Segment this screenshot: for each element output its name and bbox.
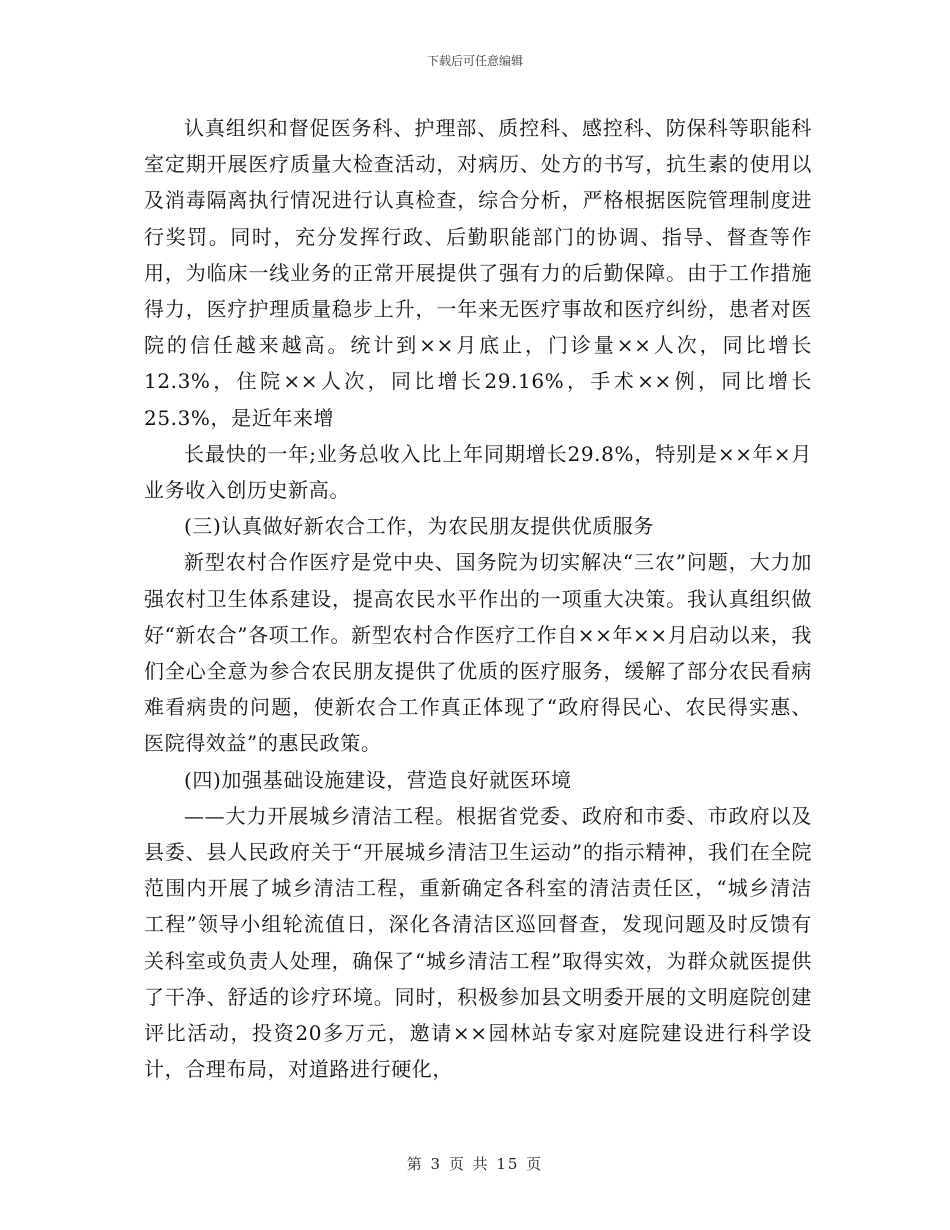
paragraph-quality-inspection: 认真组织和督促医务科、护理部、质控科、感控科、防保科等职能科室定期开展医疗质量大检查活动，对病历、处方的书写，抗生素的使用以及消毒隔离执行情况进行认真检查，综合分析，严格根据医院管理制度进行奖罚。同时，充分发挥行政、后勤职能部门的协调、指导、督查等作用，为临床一线业务的正常开展提供了强有力的后勤保障。由于工作措施得力，医疗护理质量稳步上升，一年来无医疗事故和医疗纠纷，患者对医院的信任越来越高。统计到××月底止，门诊量××人次，同比增长12.3%，住院××人次，同比增长29.16%，手术××例，同比增长25.3%，是近年来增 <box>144 116 812 430</box>
page-header: 下载后可任意编辑 <box>426 54 523 68</box>
paragraph-cleaning-project: ——大力开展城乡清洁工程。根据省党委、政府和市委、市政府以及县委、县人民政府关于“开展城乡清洁卫生运动”的指示精神，我们在全院范围内开展了城乡清洁工程，重新确定各科室的清洁责任区，“城乡清洁工程”领导小组轮流值日，深化各清洁区巡回督查，发现问题及时反馈有关科室或负责人处理，确保了“城乡清洁工程”取得实效，为群众就医提供了干净、舒适的诊疗环境。同时，积极参加县文明委开展的文明庭院创建评比活动，投资20多万元，邀请××园林站专家对庭院建设进行科学设计，合理布局，对道路进行硬化， <box>144 803 812 1082</box>
page-footer: 第 3 页 共 15 页 <box>406 1155 544 1173</box>
paragraph-revenue-growth: 长最快的一年;业务总收入比上年同期增长29.8%，特别是××年×月业务收入创历史新高。 <box>144 441 812 503</box>
document-body <box>144 110 812 1087</box>
section-heading-infrastructure: (四)加强基础设施建设，营造良好就医环境 <box>184 767 572 792</box>
section-heading-rural-cooperative: (三)认真做好新农合工作，为农民朋友提供优质服务 <box>184 514 655 539</box>
paragraph-rural-cooperative: 新型农村合作医疗是党中央、国务院为切实解决“三农”问题，大力加强农村卫生体系建设，提高农民水平作出的一项重大决策。我认真组织做好“新农合”各项工作。新型农村合作医疗工作自××年××月启动以来，我们全心全意为参合农民朋友提供了优质的医疗服务，缓解了部分农民看病难看病贵的问题，使新农合工作真正体现了“政府得民心、农民得实惠、医院得效益”的惠民政策。 <box>144 550 812 756</box>
